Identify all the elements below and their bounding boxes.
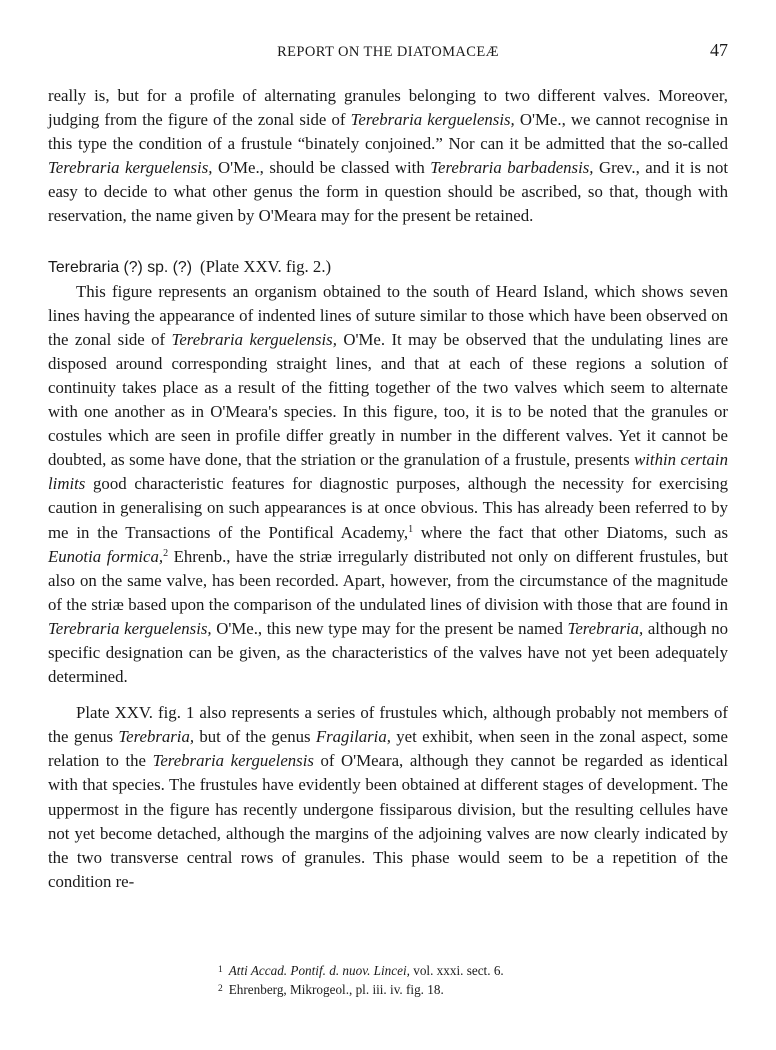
text-run: Plate XXV. fig. 1 also represents a series of frustules which, although probably not members of the genus [48,703,728,747]
italic-taxon: Terebraria, [567,618,644,638]
italic-emphasis: within certain limits [48,450,728,494]
text-run: yet exhibit, when seen in the zonal aspect, some relation to the [48,727,728,771]
page-number: 47 [710,40,728,60]
italic-taxon: Terebraria kerguelensis, [48,618,212,638]
footnotes [218,961,718,999]
text-run: O'Me., this new type may for the present be named [211,618,568,638]
text-run: O'Me. It may be observed that the undulating lines are disposed around corresponding straight lines, and that at each of these regions a solution of continuity takes place as a result of the fitting together of the two valves which seem to alternate with one another as in O'Meara's species. In this figure, too, it is to be noted that the granules or costules which are seen in profile differ greatly in number in the different valves. Yet it cannot be doubted, as some have done, that the striation or the granulation of a frustule, presents [48,329,729,470]
paragraph-continuation [48,84,728,229]
text-run: O'Me., we cannot recognise in this type the condition of a frustule “binately conjoined.” Nor can it be admitted that the so-called [48,110,729,154]
section-heading [48,255,728,280]
page-header [48,36,728,66]
plate-reference: (Plate XXV. fig. 2.) [199,256,332,276]
paragraph-plate-xxv-fig1 [48,701,728,894]
text-run: really is, but for a profile of alternating granules belonging to two different valves. Moreover, judging from the figure of the zonal side of [48,86,728,130]
text-run: but of the genus [194,727,316,747]
footnote-text: Ehrenberg, Mikrogeol., pl. iii. iv. fig. 18. [228,982,444,997]
italic-taxon: Terebraria kerguelensis, [171,329,337,349]
running-title: REPORT ON THE DIATOMACEÆ [277,44,499,60]
body-text [48,84,728,894]
footnote-italic: Atti Accad. Pontif. d. nuov. Lincei, [228,963,410,978]
text-run: This figure represents an organism obtained to the south of Heard Island, which shows seven lines having the appearance of indented lines of suture similar to those which have been observed on the zonal side of [48,281,728,349]
italic-taxon: Fragilaria, [315,727,391,747]
footnote-ref: 2 [163,547,169,559]
text-run: although no specific designation can be given, as the characteristics of the valves have not yet been adequately determined. [48,618,728,687]
italic-taxon: Terebraria kerguelensis, [350,110,515,130]
italic-taxon: Terebraria kerguelensis [152,751,314,771]
footnote-mark: 2 [218,984,223,994]
footnote-ref: 1 [408,523,414,535]
italic-taxon: Terebraria barbadensis, [430,158,594,178]
section-heading-label: Terebraria (?) sp. (?) [48,258,192,276]
text-run: Ehrenb., have the striæ irregularly distributed not only on different frustules, but also on the same valve, has been recorded. Apart, however, from the circumstance of the magnitude of the striæ based upon the comparison of the undulated lines of division with those that are found in [48,546,728,614]
text-run: O'Me., should be classed with [212,158,431,178]
text-run: of O'Meara, although they cannot be regarded as identical with that species. The frustules have evidently been obtained at different stages of development. The uppermost in the figure has recently undergone fissiparous division, but the resulting cellules have not yet become detached, although the margins of the adjoining valves are now clearly indicated by the two transverse central rows of granules. This phase would seem to be a repetition of the condition re- [48,751,728,891]
footnote-mark: 1 [218,965,223,975]
text-run: Grev., and it is not easy to decide to what other genus the form in question should be ascribed, so that, though with reservation, the name given by O'Meara may for the present be retained. [48,158,728,226]
footnote [218,980,718,999]
paragraph-terebraria-sp [48,280,728,690]
text-run: where the fact that other Diatoms, such as [413,522,728,542]
italic-taxon: Terebraria kerguelensis, [48,158,213,178]
italic-taxon: Terebraria, [118,727,195,747]
italic-taxon: Eunotia formica, [48,546,164,566]
footnote-text: vol. xxxi. sect. 6. [409,963,504,978]
footnote [218,961,718,980]
text-run: good characteristic features for diagnostic purposes, although the necessity for exercising caution in generalising on such appearances is at once obvious. This has already been referred to by me in the Transactions of the Pontifical Academy, [48,474,728,542]
